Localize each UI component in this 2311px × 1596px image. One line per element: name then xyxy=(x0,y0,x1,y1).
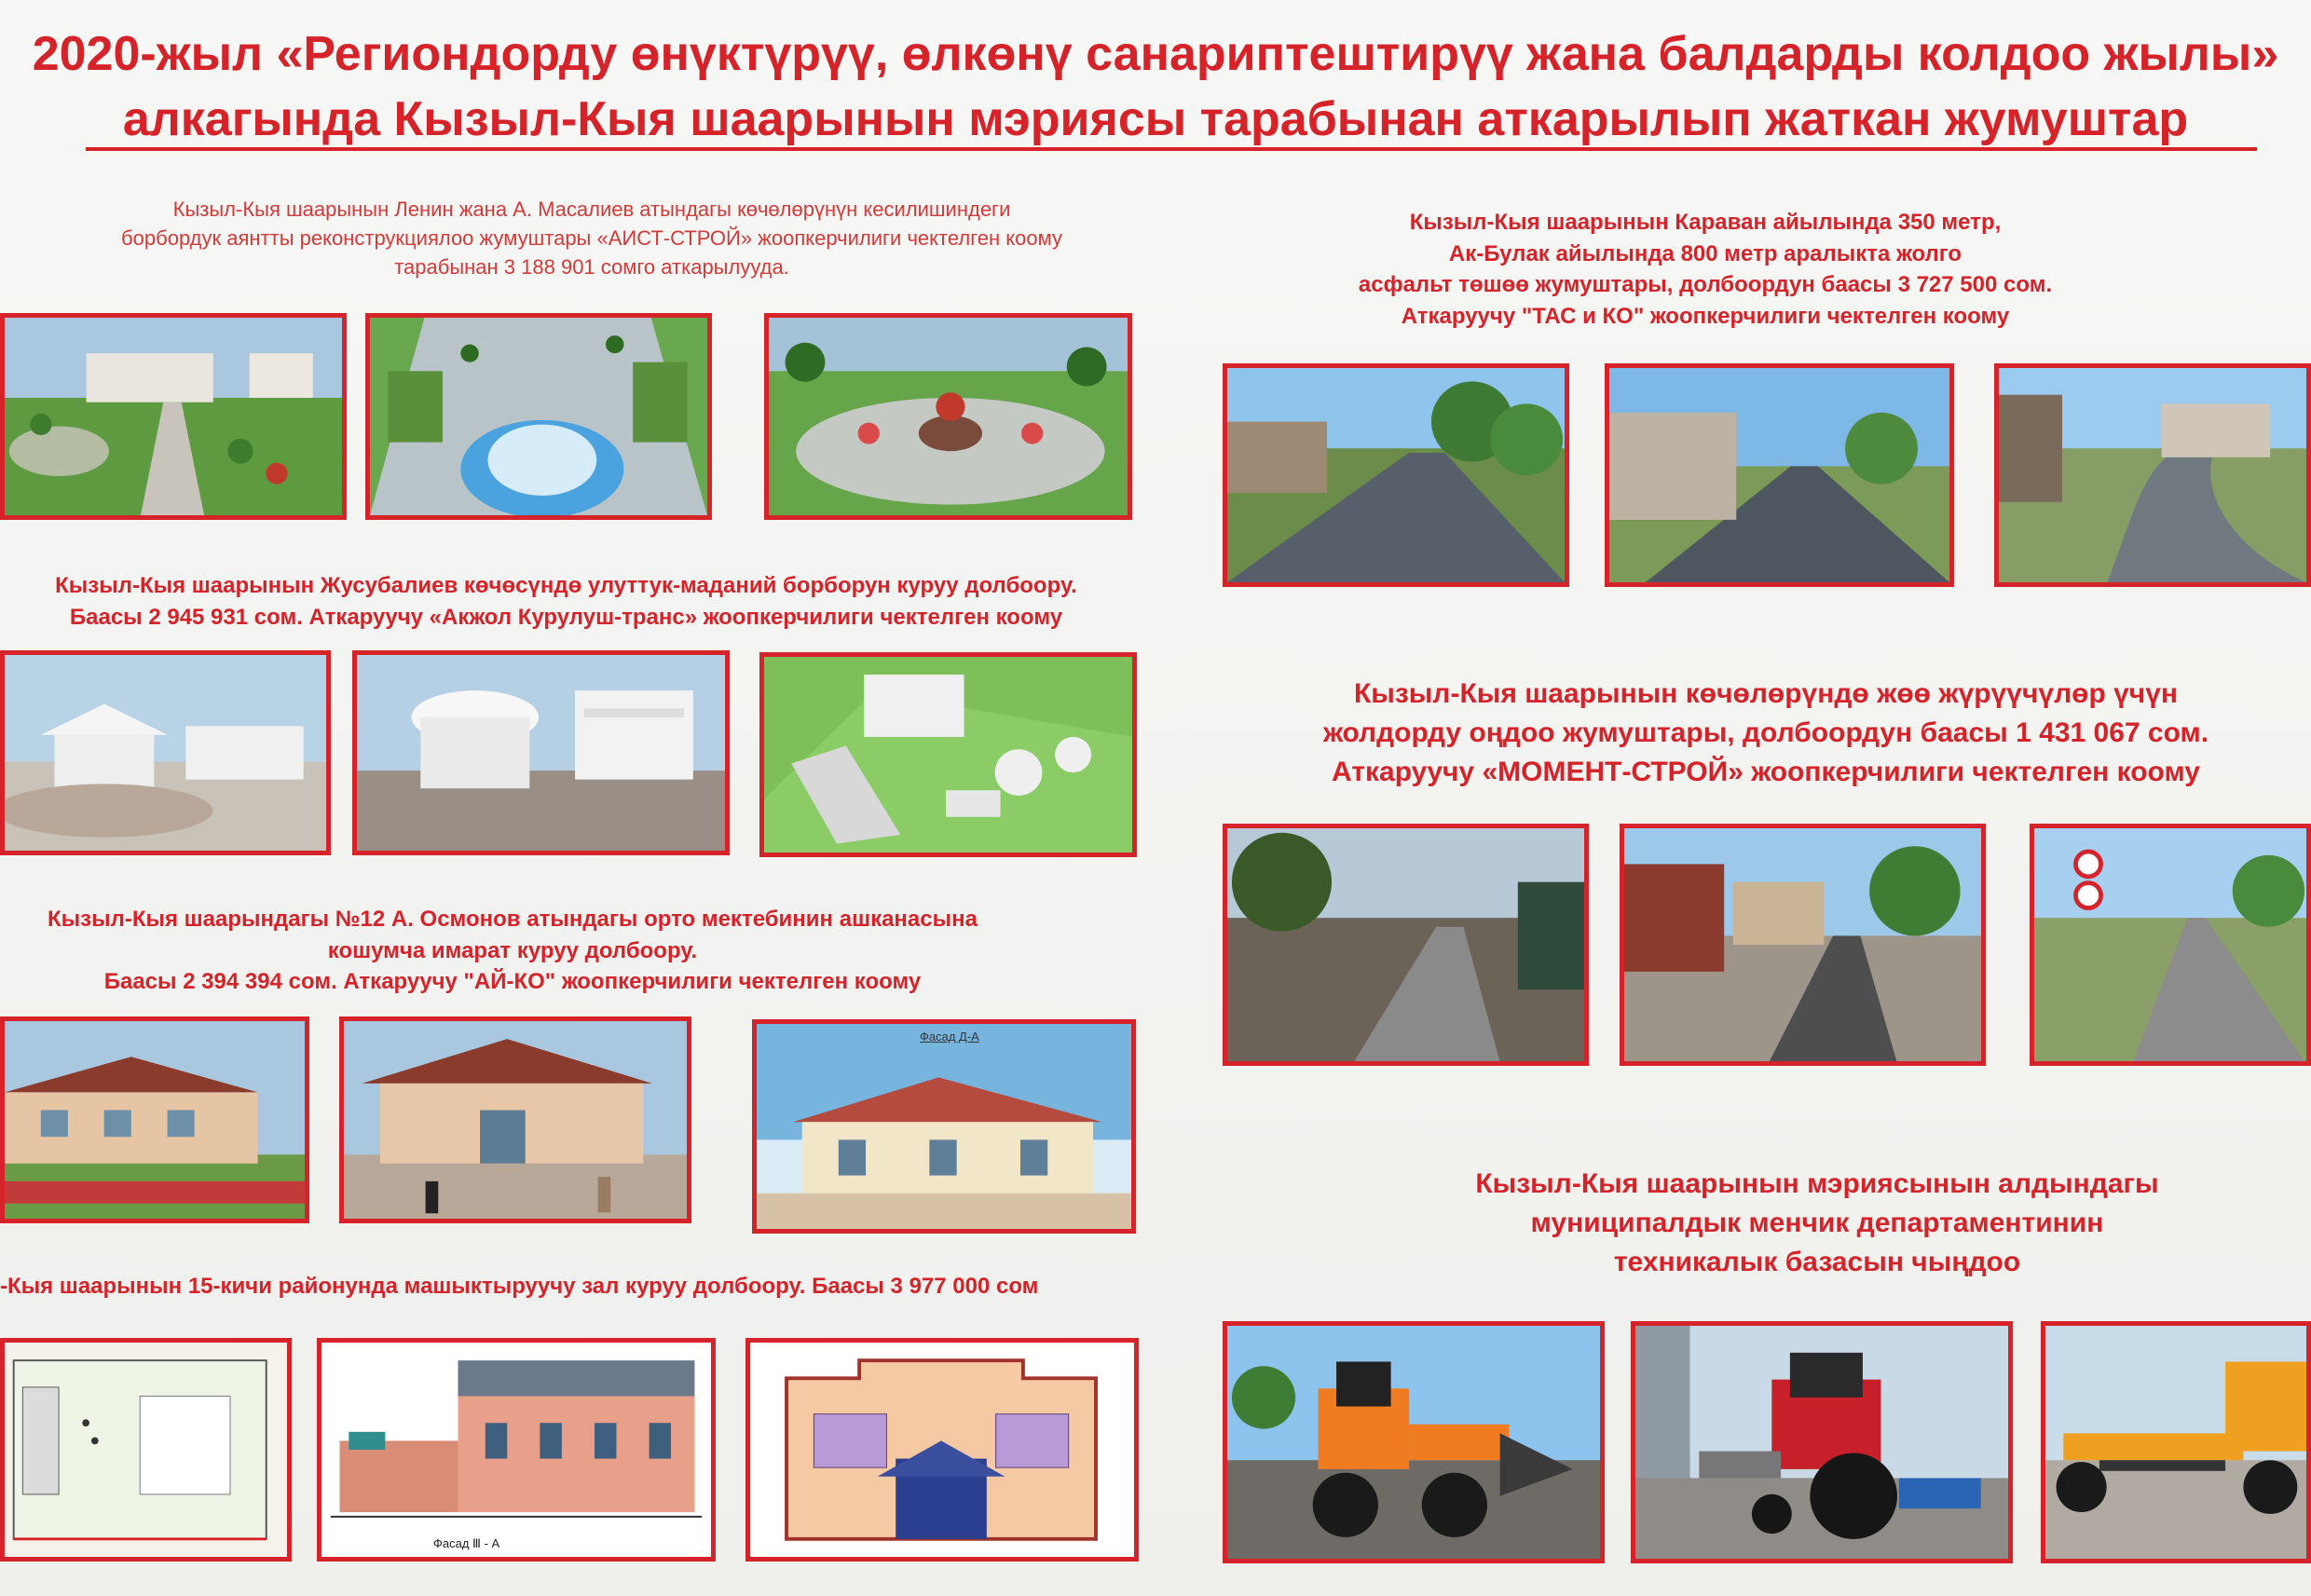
render-monument-plaza xyxy=(764,313,1132,520)
photo-road-3 xyxy=(1994,363,2311,587)
drawing-hall-facade xyxy=(317,1338,716,1562)
caption-line: Кызыл-Кыя шаарынын Караван айылында 350 метр, xyxy=(1409,210,2002,235)
caption-line: тарабынан 3 188 901 сомго аткарылууда. xyxy=(394,254,789,279)
caption-line: жолдорду оңдоо жумуштары, долбоордун баасы 1 431 067 сом. xyxy=(1322,717,2209,748)
caption-line: Кызыл-Кыя шаарынын Ленин жана А. Масалиев атындагы көчөлөрүнүн кесилишиндеги xyxy=(172,198,1011,221)
photo-sidewalk-3 xyxy=(2030,824,2311,1066)
render-gazebo xyxy=(0,650,331,855)
caption-line: Кызыл-Кыя шаарынын Жусубалиев көчөсүндө улуттук-маданий борборун куруу долбоору. xyxy=(55,573,1077,598)
render-site-plan-3d xyxy=(759,652,1137,857)
drawing-canteen-facade xyxy=(752,1019,1136,1234)
drawing-hall-front xyxy=(745,1338,1139,1562)
caption-line: Кызыл-Кыя шаарындагы №12 А. Осмонов атындагы орто мектебинин ашканасына xyxy=(48,907,978,932)
facade-label-2: Фасад Ⅲ - А xyxy=(433,1536,500,1550)
caption-training-hall xyxy=(0,1271,1146,1303)
caption-cultural-center xyxy=(0,570,1132,633)
photo-grader xyxy=(2041,1321,2311,1563)
render-square-overview xyxy=(0,313,347,520)
caption-sidewalks xyxy=(1221,675,2311,792)
caption-central-square xyxy=(56,196,1128,281)
caption-line: Баасы 2 945 931 сом. Аткаруучу «Акжол Курулуш-транс» жоопкерчилиги чектелген коому xyxy=(69,604,1063,630)
caption-line: Кызыл-Кыя шаарынын мэриясынын алдындагы xyxy=(1475,1168,2159,1199)
caption-line: борбордук аянтты реконструкциялоо жумуштары «АИСТ-СТРОЙ» жоопкерчилиги чектелген коому xyxy=(121,225,1062,250)
render-fountain xyxy=(365,313,712,520)
board-title-line-1: 2020-жыл «Региондорду өнүктүрүү, өлкөнү санариптештирүү жана балдарды колдоо жылы» xyxy=(32,27,2279,81)
caption-school-canteen xyxy=(0,904,1025,998)
photo-road-2 xyxy=(1605,363,1954,587)
photo-loader xyxy=(1223,1321,1605,1563)
render-canteen-entrance xyxy=(339,1016,691,1223)
board-title-line-2: алкагында Кызыл-Кыя шаарынын мэриясы тарабынан аткарылып жаткан жумуштар xyxy=(122,92,2189,146)
render-yurt-pavilion xyxy=(352,650,730,855)
caption-line: техникалык базасын чыңдоо xyxy=(1613,1247,2021,1277)
photo-sidewalk-2 xyxy=(1620,824,1986,1066)
caption-technical-base xyxy=(1398,1165,2236,1282)
photo-tractor xyxy=(1631,1321,2013,1563)
caption-line: Аткаруучу «МОМЕНТ-СТРОЙ» жоопкерчилиги чектелген коому xyxy=(1332,757,2200,787)
caption-line: -Кыя шаарынын 15-кичи районунда машыктыруучу зал куруу долбоору. Баасы 3 977 000 сом xyxy=(0,1274,1039,1299)
photo-sidewalk-1 xyxy=(1223,824,1589,1066)
facade-label-1: Фасад Д-А xyxy=(920,1030,979,1044)
render-canteen-building xyxy=(0,1016,309,1223)
caption-line: Аткаруучу "ТАС и КО" жоопкерчилиги чектелген коому xyxy=(1401,303,2010,329)
caption-line: Кызыл-Кыя шаарынын көчөлөрүндө жөө жүрүүчүлөр үчүн xyxy=(1353,678,2179,709)
caption-line: асфальт төшөө жумуштары, долбоордун баасы 3 727 500 сом. xyxy=(1358,272,2053,298)
caption-line: Ак-Булак айылында 800 метр аралыкта жолго xyxy=(1448,240,1962,266)
caption-asphalt xyxy=(1221,207,2190,332)
caption-line: Баасы 2 394 394 сом. Аткаруучу "АЙ-КО" жоопкерчилиги чектелген коому xyxy=(103,969,922,995)
photo-road-1 xyxy=(1223,363,1569,587)
title-underline xyxy=(86,147,2257,151)
caption-line: муниципалдык менчик департаментинин xyxy=(1530,1207,2104,1238)
caption-line: кошумча имарат куруу долбоору. xyxy=(327,937,698,963)
drawing-site-plan xyxy=(0,1338,292,1562)
